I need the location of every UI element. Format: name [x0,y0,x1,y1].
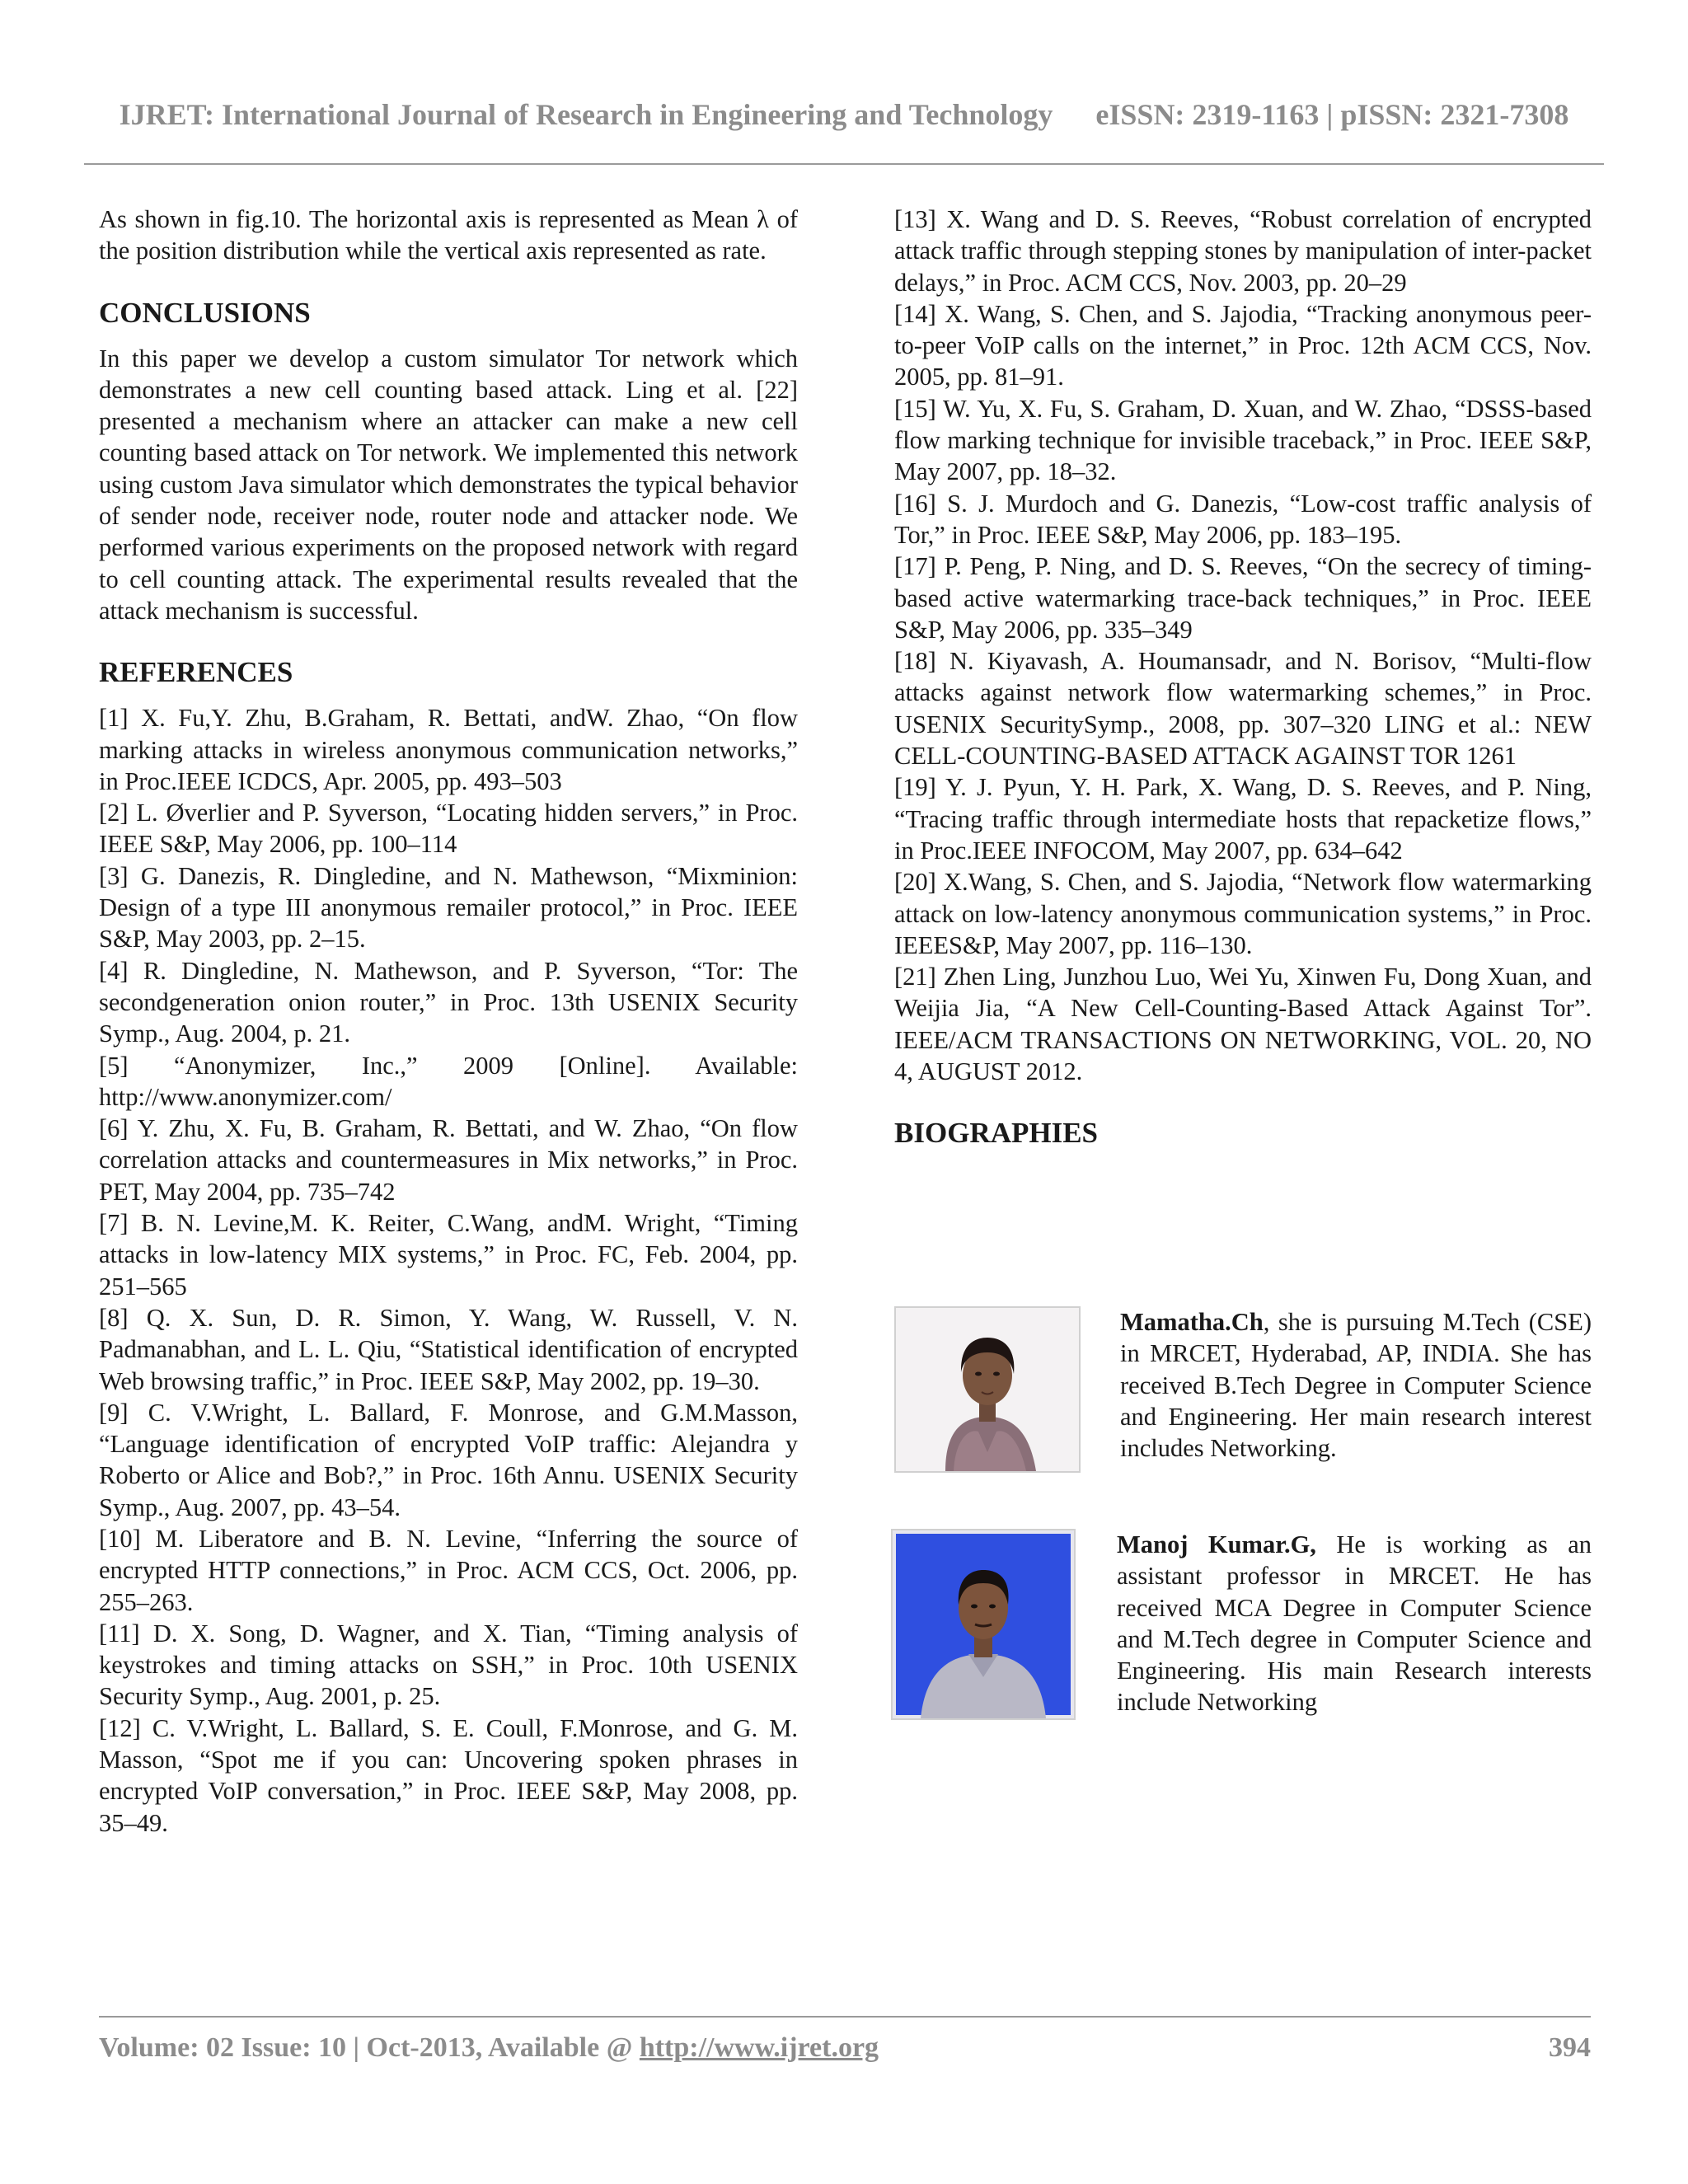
portrait-icon [893,1530,1074,1718]
biography-2 [894,1529,1592,1727]
author-name-1: Mamatha.Ch [1120,1308,1264,1336]
reference-item: [15] W. Yu, X. Fu, S. Graham, D. Xuan, and W. Zhao, “DSSS-based flow marking technique for invisible traceback,” in Proc. IEEE S&P, May 2007, pp. 18–32. [894,394,1592,486]
intro-paragraph: As shown in fig.10. The horizontal axis is represented as Mean λ of the position distribution while the vertical axis represented as rate. [99,205,798,265]
reference-list-left [99,702,798,1839]
biographies-heading: BIOGRAPHIES [894,1117,1098,1150]
biography-1 [894,1306,1592,1479]
right-column [894,204,1592,1151]
journal-url-link[interactable]: http://www.ijret.org [639,2032,879,2063]
conclusions-heading: CONCLUSIONS [99,296,311,329]
reference-item: [20] X.Wang, S. Chen, and S. Jajodia, “Network flow watermarking attack on low-latency anonymous communication systems,” in Proc. IEEES&P, May 2007, pp. 116–130. [894,868,1592,959]
reference-item: [17] P. Peng, P. Ning, and D. S. Reeves, “On the secrecy of timing-based active watermarking trace-back techniques,” in Proc. IEEE S&P, May 2006, pp. 335–349 [894,552,1592,644]
reference-item: [7] B. N. Levine,M. K. Reiter, C.Wang, andM. Wright, “Timing attacks in low-latency MIX systems,” in Proc. FC, Feb. 2004, pp. 251–565 [99,1209,798,1301]
reference-item: [18] N. Kiyavash, A. Houmansadr, and N. Borisov, “Multi-flow attacks against network flow watermarking schemes,” in Proc. USENIX SecuritySymp., 2008, pp. 307–320 LING et al.: NEW CELL-COUNTING-BASED ATTACK AGAINST TOR 1261 [894,647,1592,771]
issn: eISSN: 2319-1163 | pISSN: 2321-7308 [1095,98,1569,131]
header-divider [84,163,1604,165]
running-footer [99,2032,1591,2064]
reference-item: [6] Y. Zhu, X. Fu, B. Graham, R. Bettati, and W. Zhao, “On flow correlation attacks and countermeasures in Mix networks,” in Proc. PET, May 2004, pp. 735–742 [99,1114,798,1206]
reference-item: [19] Y. J. Pyun, Y. H. Park, X. Wang, D. S. Reeves, and P. Ning, “Tracing traffic through intermediate hosts that repacketize flows,” in Proc.IEEE INFOCOM, May 2007, pp. 634–642 [894,773,1592,865]
reference-item: [4] R. Dingledine, N. Mathewson, and P. Syverson, “Tor: The secondgeneration onion router,” in Proc. 13th USENIX Security Symp., Aug. 2004, p. 21. [99,956,798,1048]
running-header [0,97,1688,132]
reference-item: [16] S. J. Murdoch and G. Danezis, “Low-cost traffic analysis of Tor,” in Proc. IEEE S&P, May 2006, pp. 183–195. [894,489,1592,549]
reference-item: [21] Zhen Ling, Junzhou Luo, Wei Yu, Xinwen Fu, Dong Xuan, and Weijia Jia, “A New Cell-Counting-Based Attack Against Tor”. IEEE/ACM TRANSACTIONS ON NETWORKING, VOL. 20, NO 4, AUGUST 2012. [894,963,1592,1086]
reference-item: [8] Q. X. Sun, D. R. Simon, Y. Wang, W. Russell, V. N. Padmanabhan, and L. L. Qiu, “Statistical identification of encrypted Web browsing traffic,” in Proc. IEEE S&P, May 2002, pp. 19–30. [99,1303,798,1395]
author-bio-2: He is working as an assistant professor in MRCET. He has received MCA Degree in Computer Science and M.Tech degree in Computer Science and Engineering. His main Research interests include Networking [1117,1530,1592,1717]
reference-list-right [894,204,1592,1087]
page-number: 394 [1549,2032,1591,2063]
portrait-icon [896,1308,1079,1471]
author-bio-1: , she is pursuing M.Tech (CSE) in MRCET, Hyderabad, AP, INDIA. She has received B.Tech Degree in Computer Science and Engineering. Her main research interest includes Networking. [1120,1308,1592,1463]
author-name-2: Manoj Kumar.G, [1117,1530,1316,1558]
author-photo-manoj [891,1529,1076,1720]
left-column [99,204,798,1839]
author-photo-mamatha [894,1306,1081,1473]
volume-info: Volume: 02 Issue: 10 | Oct-2013, Available @ [99,2032,640,2063]
reference-item: [13] X. Wang and D. S. Reeves, “Robust correlation of encrypted attack traffic through stepping stones by manipulation of inter-packet delays,” in Proc. ACM CCS, Nov. 2003, pp. 20–29 [894,205,1592,297]
reference-item: [9] C. V.Wright, L. Ballard, F. Monrose, and G.M.Masson, “Language identification of encrypted VoIP traffic: Alejandra y Roberto or Alice and Bob?,” in Proc. 16th Annu. USENIX Security Symp., Aug. 2007, pp. 43–54. [99,1398,798,1521]
reference-item: [12] C. V.Wright, L. Ballard, S. E. Coull, F.Monrose, and G. M. Masson, “Spot me if you can: Uncovering spoken phrases in encrypted VoIP conversation,” in Proc. IEEE S&P, May 2008, pp. 35–49. [99,1713,798,1837]
biography-text-1 [1120,1306,1592,1464]
reference-item: [11] D. X. Song, D. Wagner, and X. Tian, “Timing analysis of keystrokes and timing attacks on SSH,” in Proc. 10th USENIX Security Symp., Aug. 2001, p. 25. [99,1619,798,1711]
reference-item: [10] M. Liberatore and B. N. Levine, “Inferring the source of encrypted HTTP connections,” in Proc. ACM CCS, Oct. 2006, pp. 255–263. [99,1524,798,1616]
journal-title: IJRET: International Journal of Research in Engineering and Technology [119,98,1053,131]
reference-item: [14] X. Wang, S. Chen, and S. Jajodia, “Tracking anonymous peer-to-peer VoIP calls on the internet,” in Proc. 12th ACM CCS, Nov. 2005, pp. 81–91. [894,299,1592,391]
reference-item: [3] G. Danezis, R. Dingledine, and N. Mathewson, “Mixminion: Design of a type III anonymous remailer protocol,” in Proc. IEEE S&P, May 2003, pp. 2–15. [99,861,798,954]
footer-divider [99,2016,1591,2018]
reference-item: [5] “Anonymizer, Inc.,” 2009 [Online]. Available: http://www.anonymizer.com/ [99,1051,798,1111]
biography-text-2 [1117,1529,1592,1718]
references-heading: REFERENCES [99,656,293,689]
reference-item: [2] L. Øverlier and P. Syverson, “Locating hidden servers,” in Proc. IEEE S&P, May 2006, pp. 100–114 [99,799,798,859]
reference-item: [1] X. Fu,Y. Zhu, B.Graham, R. Bettati, andW. Zhao, “On flow marking attacks in wireless anonymous communication networks,” in Proc.IEEE ICDCS, Apr. 2005, pp. 493–503 [99,704,798,795]
conclusions-paragraph: In this paper we develop a custom simulator Tor network which demonstrates a new cell counting based attack. Ling et al. [22] presented a mechanism where an attacker can make a new cell counting based attack on Tor network. We implemented this network using custom Java simulator which demonstrates the typical behavior of sender node, receiver node, router node and attacker node. We performed various experiments on the proposed network with regard to cell counting attack. The experimental results revealed that the attack mechanism is successful. [99,344,798,625]
